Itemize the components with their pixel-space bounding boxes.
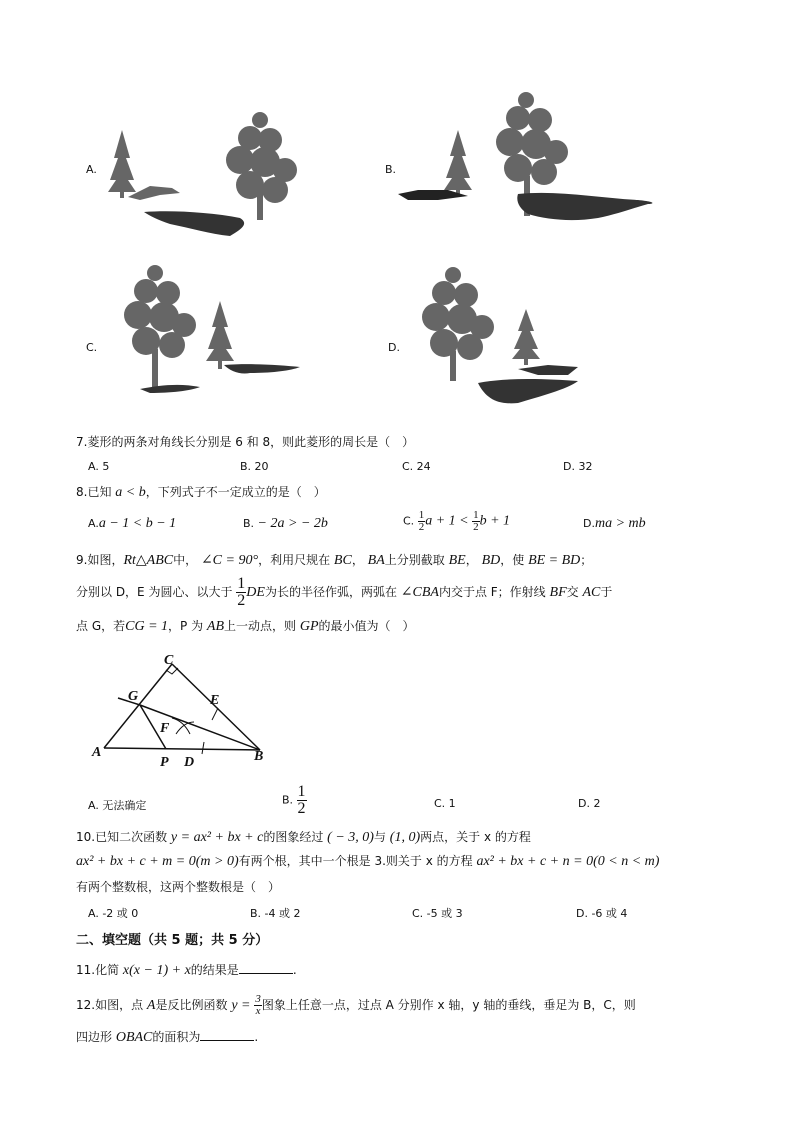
q9-half-fraction: $\frac{1}{2}$	[237, 575, 246, 609]
figure-label-c: C.	[86, 341, 98, 354]
question-9-line-3: 点 G，若CG = 1，P 为 AB上一动点，则 GP的最小值为（ ）	[76, 619, 415, 634]
q8-c-fraction-1: $\frac{1}{2}$	[418, 509, 425, 533]
figure-c-trees-image	[100, 265, 340, 405]
label-e: E	[210, 693, 220, 708]
q8-option-d: D.ma > mb	[583, 516, 646, 531]
arc-mark-d	[202, 742, 204, 754]
label-p: P	[160, 755, 169, 770]
question-10-line-2: ax² + bx + c + m = 0(m > 0)有两个根，其中一个根是 3.则关于 x 的方程 ax² + bx + c + n = 0(0 < n < m)	[76, 854, 660, 869]
side-ab	[104, 748, 260, 750]
q12-answer-blank[interactable]	[200, 1040, 254, 1041]
question-12-line-1: 12.如图，点 A是反比例函数 y = $\frac{3}{x}$ 图象上任意一点，过点 A 分别作 x 轴，y 轴的垂线，垂足为 B，C，则	[76, 993, 636, 1017]
figure-b-trees-image	[398, 90, 668, 230]
question-9-line-2: 分别以 D，E 为圆心、以大于 $\frac{1}{2}$ DE为长的半径作弧，两弧在 ∠CBA内交于点 F；作射线 BF交 AC于	[76, 575, 613, 609]
label-g: G	[128, 689, 139, 704]
q8-option-c: C. $\frac{1}{2}$ a + 1 < $\frac{1}{2}$ b + 1	[403, 509, 511, 533]
q10-option-c: C. -5 或 3	[412, 907, 463, 920]
question-9-line-1: 9.如图，Rt△ABC中， ∠C = 90°，利用尺规在 BC， BA上分别截取 BE， BD，使 BE = BD；	[76, 553, 593, 568]
q10-option-b: B. -4 或 2	[250, 907, 301, 920]
q12-fraction: $\frac{3}{x}$	[255, 993, 261, 1017]
q9-option-b: B. $\frac{1}{2}$	[282, 783, 306, 817]
label-f: F	[160, 721, 170, 736]
question-10-line-1: 10.已知二次函数 y = ax² + bx + c的图象经过 ( − 3, 0)与 (1, 0)两点，关于 x 的方程	[76, 830, 531, 845]
q7-option-d: D. 32	[563, 460, 593, 473]
q11-answer-blank[interactable]	[239, 973, 293, 974]
q8-option-b: B. − 2a > − 2b	[243, 516, 328, 531]
q8-c-fraction-2: $\frac{1}{2}$	[473, 509, 479, 533]
question-8-text: 8.已知 a < b，下列式子不一定成立的是（ ）	[76, 485, 326, 500]
figure-label-d: D.	[388, 341, 400, 354]
label-d: D	[184, 755, 195, 770]
ray-bf	[140, 705, 260, 750]
label-c: C	[164, 653, 174, 668]
q10-option-a: A. -2 或 0	[88, 907, 139, 920]
q9-triangle-figure	[84, 648, 284, 772]
q9-option-a: A. 无法确定	[88, 799, 147, 812]
q7-option-a: A. 5	[88, 460, 110, 473]
figure-d-trees-image	[408, 265, 648, 415]
figure-a-trees-image	[100, 100, 330, 240]
q7-option-b: B. 20	[240, 460, 269, 473]
section-2-title: 二、填空题（共 5 题；共 5 分）	[76, 933, 269, 948]
question-7-text: 7.菱形的两条对角线长分别是 6 和 8，则此菱形的周长是（ ）	[76, 435, 415, 449]
question-12-line-2: 四边形 OBAC的面积为 .	[76, 1030, 259, 1045]
question-10-line-3: 有两个整数根，这两个整数根是（ ）	[76, 880, 281, 894]
q10-option-d: D. -6 或 4	[576, 907, 628, 920]
q7-option-c: C. 24	[402, 460, 431, 473]
label-a: A	[92, 745, 102, 760]
figure-label-b: B.	[385, 163, 397, 176]
label-b: B	[254, 749, 264, 764]
q9-option-d: D. 2	[578, 797, 601, 810]
arc-mark-e	[212, 708, 218, 720]
figure-label-a: A.	[86, 163, 97, 176]
q9-option-c: C. 1	[434, 797, 456, 810]
q9-b-fraction: $\frac{1}{2}$	[297, 783, 306, 817]
question-11-text: 11.化简 x(x − 1) + x的结果是 .	[76, 963, 297, 978]
q8-option-a: A.a − 1 < b − 1	[88, 516, 177, 531]
